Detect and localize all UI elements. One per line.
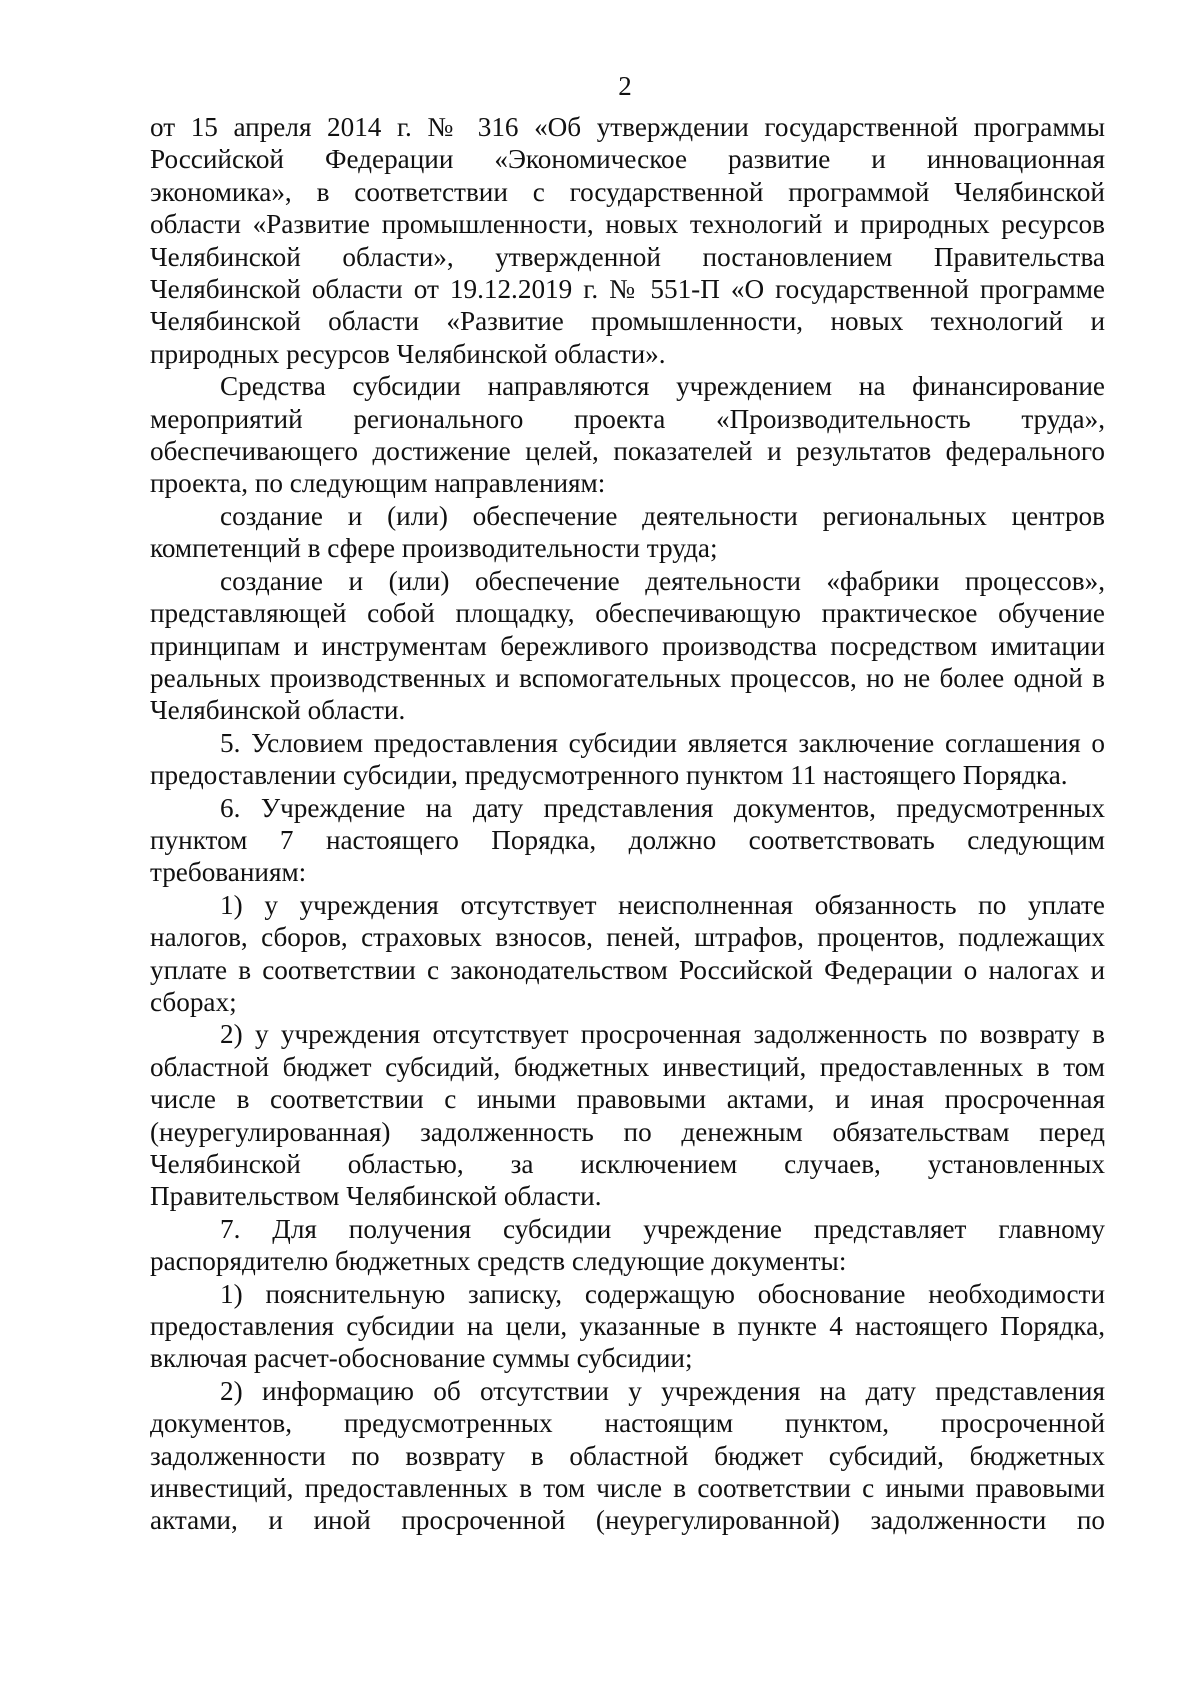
text-line: 2) у учреждения отсутствует просроченная задолженность по возврату в — [220, 1019, 1105, 1050]
text-line: компетенций в сфере производительности труда; — [150, 533, 718, 564]
text-line: экономика», в соответствии с государственной программой Челябинской — [150, 176, 1105, 207]
text-line: Российской Федерации «Экономическое развитие и инновационная — [150, 144, 1105, 175]
text-line: обеспечивающего достижение целей, показателей и результатов федерального — [150, 436, 1105, 467]
text-line: Правительством Челябинской области. — [150, 1181, 602, 1212]
text-line: актами, и иной просроченной (неурегулированной) задолженности по — [150, 1505, 1105, 1536]
text-line: Челябинской области «Развитие промышленности, новых технологий и — [150, 306, 1105, 337]
text-line: создание и (или) обеспечение деятельности региональных центров — [220, 500, 1105, 531]
text-line: мероприятий регионального проекта «Производительность труда», — [150, 403, 1105, 434]
text-line: инвестиций, предоставленных в том числе в соответствии с иными правовыми — [150, 1473, 1105, 1504]
text-line: 1) у учреждения отсутствует неисполненная обязанность по уплате — [220, 889, 1105, 920]
text-line: представляющей собой площадку, обеспечивающую практическое обучение — [150, 598, 1105, 629]
text-line: реальных производственных и вспомогательных процессов, но не более одной в — [150, 662, 1105, 693]
text-line: 5. Условием предоставления субсидии является заключение соглашения о — [220, 727, 1105, 758]
text-line: задолженности по возврату в областной бюджет субсидий, бюджетных — [150, 1440, 1105, 1471]
text-line: Челябинской областью, за исключением случаев, установленных — [150, 1149, 1105, 1179]
text-line: от 15 апреля 2014 г. № 316 «Об утверждении государственной программы — [150, 112, 1105, 142]
text-line: 1) пояснительную записку, содержащую обоснование необходимости — [220, 1278, 1105, 1309]
text-line: проекта, по следующим направлениям: — [150, 468, 606, 499]
text-line: предоставлении субсидии, предусмотренного пунктом 11 настоящего Порядка. — [150, 760, 1068, 791]
text-line: включая расчет-обоснование суммы субсидии; — [150, 1343, 693, 1374]
text-line: уплате в соответствии с законодательством Российской Федерации о налогах и — [150, 954, 1105, 985]
text-line: 7. Для получения субсидии учреждение представляет главному — [220, 1213, 1105, 1244]
text-line: предоставления субсидии на цели, указанные в пункте 4 настоящего Порядка, — [150, 1311, 1105, 1342]
text-line: 2) информацию об отсутствии у учреждения на дату представления — [220, 1375, 1105, 1406]
text-line: пунктом 7 настоящего Порядка, должно соответствовать следующим — [150, 824, 1105, 855]
text-line: принципам и инструментам бережливого производства посредством имитации — [150, 630, 1105, 661]
text-line: (неурегулированная) задолженность по денежным обязательствам перед — [150, 1116, 1105, 1147]
text-line: природных ресурсов Челябинской области». — [150, 338, 666, 369]
text-line: документов, предусмотренных настоящим пунктом, просроченной — [150, 1408, 1105, 1439]
text-line: Челябинской области от 19.12.2019 г. № 551-П «О государственной программе — [150, 274, 1105, 305]
text-line: сборах; — [150, 986, 237, 1017]
text-line: распорядителю бюджетных средств следующие документы: — [150, 1246, 847, 1277]
text-line: требованиям: — [150, 857, 307, 888]
text-line: областной бюджет субсидий, бюджетных инвестиций, предоставленных в том — [150, 1051, 1105, 1082]
text-line: создание и (или) обеспечение деятельности «фабрики процессов», — [220, 565, 1105, 596]
text-line: Челябинской области», утвержденной постановлением Правительства — [150, 241, 1105, 272]
text-line: Средства субсидии направляются учреждением на финансирование — [220, 371, 1105, 402]
text-line: налогов, сборов, страховых взносов, пеней, штрафов, процентов, подлежащих — [150, 922, 1105, 953]
text-line: Челябинской области. — [150, 695, 406, 726]
document-body — [150, 111, 1105, 1537]
text-line: области «Развитие промышленности, новых технологий и природных ресурсов — [150, 209, 1105, 240]
text-line: 6. Учреждение на дату представления документов, предусмотренных — [220, 792, 1105, 823]
page-number: 2 — [618, 71, 632, 101]
text-line: числе в соответствии с иными правовыми актами, и иная просроченная — [150, 1084, 1105, 1115]
